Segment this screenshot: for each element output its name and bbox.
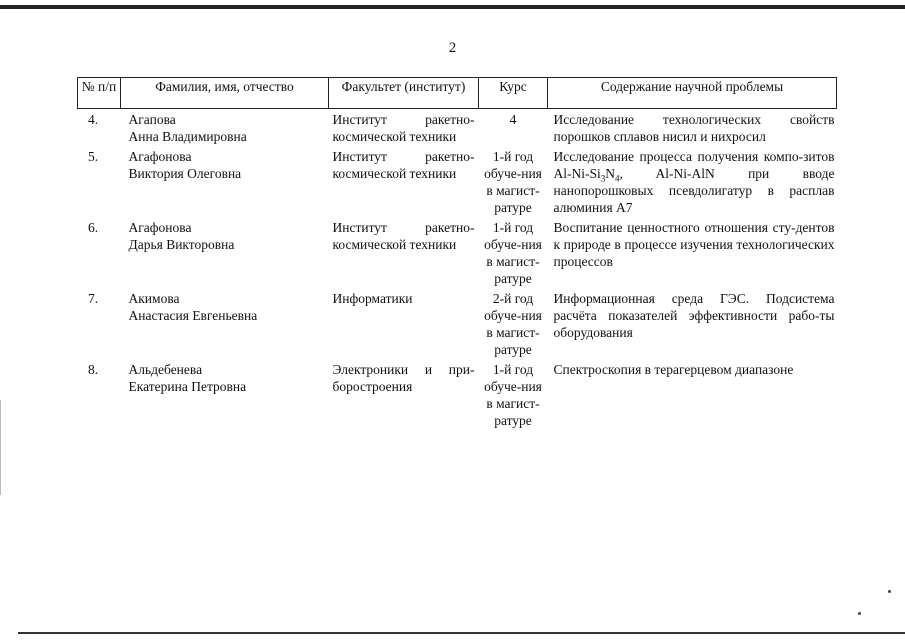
student-given-names: Виктория Олеговна	[128, 166, 242, 181]
scan-speck	[858, 612, 861, 615]
row-number: 8.	[87, 362, 99, 377]
student-surname: Агафонова	[128, 149, 192, 164]
top-edge-rule	[0, 5, 905, 9]
course-cell: 1-й год обуче-ния в магист-ратуре	[484, 149, 542, 215]
student-given-names: Анастасия Евгеньевна	[128, 308, 258, 323]
row-number: 6.	[87, 220, 99, 235]
faculty-cell: Информатики	[332, 291, 413, 306]
student-name	[121, 361, 329, 430]
student-name	[121, 148, 329, 219]
bottom-edge-rule	[18, 632, 905, 634]
topic-text: , Al-Ni-AlN при вводе нанопорошковых псевдолигатур в расплав алюминия А7	[553, 166, 835, 215]
student-given-names: Екатерина Петровна	[128, 379, 247, 394]
course-cell: 4	[509, 112, 517, 127]
student-given-names: Анна Владимировна	[128, 129, 247, 144]
header-name: Фамилия, имя, отчество	[121, 78, 329, 109]
topic-cell: Информационная среда ГЭС. Подсистема расчёта показателей эффективности рабо-ты оборудования	[553, 291, 835, 340]
row-number: 7.	[87, 291, 99, 306]
faculty-cell: Электроники и при-боростроения	[332, 362, 475, 394]
student-name	[121, 290, 329, 361]
topic-cell	[548, 148, 837, 219]
topic-cell: Спектроскопия в терагерцевом диапазоне	[553, 362, 794, 377]
student-name	[121, 219, 329, 290]
student-surname: Агафонова	[128, 220, 192, 235]
student-surname: Альдебенева	[128, 362, 203, 377]
student-surname: Акимова	[128, 291, 180, 306]
table-header-row	[78, 78, 837, 109]
student-given-names: Дарья Викторовна	[128, 237, 235, 252]
topic-text: N	[605, 166, 615, 181]
subscript: 3	[600, 173, 606, 184]
header-num: № п/п	[78, 78, 121, 109]
course-cell: 1-й год обуче-ния в магист-ратуре	[484, 362, 542, 428]
faculty-cell: Институт ракетно-космической техники	[332, 149, 475, 181]
table-row	[78, 361, 837, 430]
row-number: 4.	[87, 112, 99, 127]
students-table	[77, 77, 837, 430]
subscript: 4	[615, 173, 620, 184]
table-row	[78, 109, 837, 149]
table-row	[78, 290, 837, 361]
scan-speck	[888, 590, 891, 593]
header-topic: Содержание научной проблемы	[548, 78, 837, 109]
course-cell: 1-й год обуче-ния в магист-ратуре	[484, 220, 542, 286]
page-number: 2	[448, 40, 457, 56]
table-row	[78, 219, 837, 290]
header-faculty: Факультет (институт)	[329, 78, 479, 109]
faculty-cell: Институт ракетно-космической техники	[332, 220, 475, 252]
scan-edge-mark	[0, 400, 1, 495]
topic-cell: Исследование технологических свойств порошков сплавов нисил и нихросил	[553, 112, 835, 144]
course-cell: 2-й год обуче-ния в магист-ратуре	[484, 291, 542, 357]
topic-text: Исследование процесса получения компо-зитов Al-Ni-Si	[553, 149, 835, 181]
faculty-cell: Институт ракетно-космической техники	[332, 112, 475, 144]
table-row	[78, 148, 837, 219]
student-name	[121, 109, 329, 149]
row-number: 5.	[87, 149, 99, 164]
student-surname: Агапова	[128, 112, 176, 127]
topic-cell: Воспитание ценностного отношения сту-дентов к природе в процессе изучения технологических процессов	[553, 220, 835, 269]
header-course: Курс	[479, 78, 548, 109]
